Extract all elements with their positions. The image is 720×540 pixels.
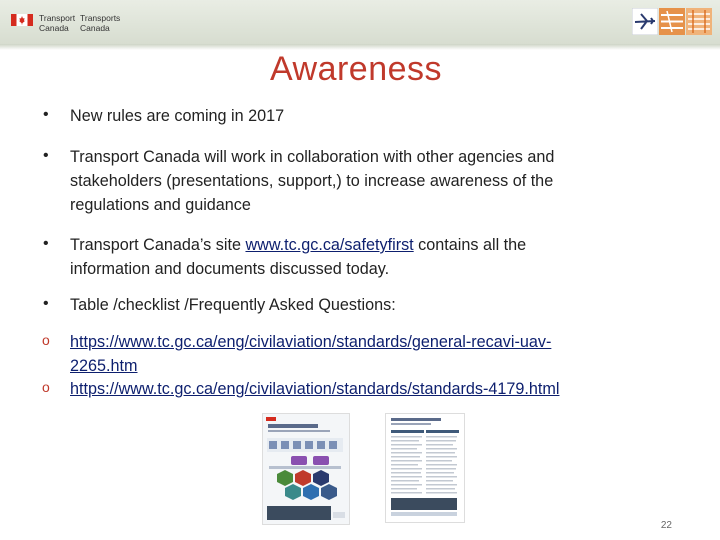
infographic-thumbnail <box>262 413 350 525</box>
bullet-3-line-1 <box>70 233 526 257</box>
wordmark-en-line2: Canada <box>39 23 69 33</box>
bullet-marker: • <box>43 106 49 123</box>
checklist-thumbnail <box>385 413 465 523</box>
bullet-3-line-2: information and documents discussed today. <box>70 260 390 278</box>
rail-icon <box>686 8 712 35</box>
sub-bullet-marker: o <box>42 379 50 395</box>
wordmark-french <box>80 13 120 33</box>
bullet-2-line-2: stakeholders (presentations, support,) to increase awareness of the <box>70 172 554 190</box>
bullet-marker: • <box>43 147 49 164</box>
bullet-marker: • <box>43 295 49 312</box>
wordmark-en-line1: Transport <box>39 13 76 23</box>
faq-link-1-line-1[interactable]: https://www.tc.gc.ca/eng/civilaviation/standards/general-recavi-uav- <box>70 333 552 351</box>
wordmark-fr-line1: Transports <box>80 13 121 23</box>
canada-flag-icon <box>11 14 33 26</box>
bullet-marker: • <box>43 235 49 252</box>
slide-title: Awareness <box>269 50 443 88</box>
bullet-3-post: contains all the <box>413 236 527 254</box>
header-banner <box>0 0 720 45</box>
wordmark-english <box>39 13 75 33</box>
bullet-4-line-1: Table /checklist /Frequently Asked Questions: <box>70 296 396 314</box>
safetyfirst-link[interactable]: www.tc.gc.ca/safetyfirst <box>245 236 414 254</box>
page-number: 22 <box>660 520 672 531</box>
wordmark-fr-line2: Canada <box>80 23 110 33</box>
faq-link-1-line-2[interactable]: 2265.htm <box>70 357 138 375</box>
bullet-1-line-1: New rules are coming in 2017 <box>70 107 285 125</box>
bullet-3-pre: Transport Canada’s site <box>70 236 246 254</box>
bullet-2-line-3: regulations and guidance <box>70 196 251 214</box>
bullet-2-line-1: Transport Canada will work in collaboration with other agencies and <box>70 148 555 166</box>
airplane-icon <box>632 8 658 35</box>
sub-bullet-marker: o <box>42 332 50 348</box>
faq-link-2[interactable]: https://www.tc.gc.ca/eng/civilaviation/standards/standards-4179.html <box>70 380 560 398</box>
road-icon <box>659 8 685 35</box>
